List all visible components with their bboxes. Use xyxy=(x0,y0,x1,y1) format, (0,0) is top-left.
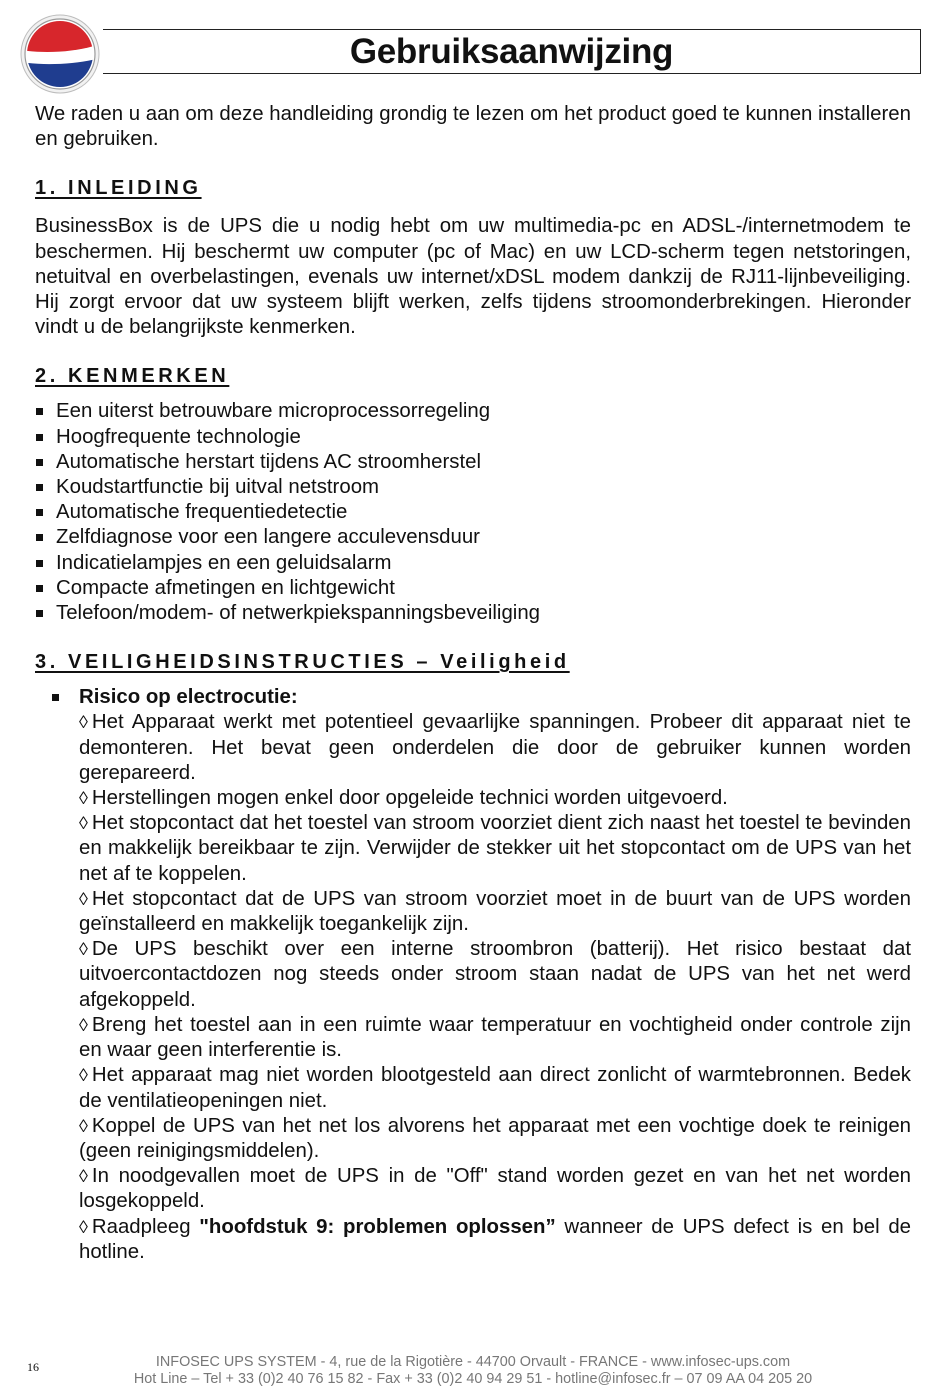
footer xyxy=(0,1354,946,1388)
list-item: ◊ Het stopcontact dat de UPS van stroom voorziet moet in de buurt van de UPS worden geïnstalleerd en makkelijk toegankelijk zijn. xyxy=(79,887,911,936)
list-item: Compacte afmetingen en lichtgewicht xyxy=(35,576,911,601)
risk-title: Risico op electrocutie: xyxy=(35,685,911,710)
list-item: ◊ Koppel de UPS van het net los alvorens het apparaat met een vochtige doek te reinigen (geen reinigingsmiddelen). xyxy=(79,1114,911,1162)
list-item: ◊ Raadpleeg "hoofdstuk 9: problemen oplossen” wanneer de UPS defect is en bel de hotline. xyxy=(79,1215,911,1263)
document-body xyxy=(35,102,911,1265)
diamond-bullet-icon: ◊ xyxy=(79,1216,88,1237)
diamond-bullet-icon: ◊ xyxy=(79,1065,88,1086)
diamond-bullet-icon: ◊ xyxy=(79,1014,88,1035)
list-item: Hoogfrequente technologie xyxy=(35,425,911,450)
title-box xyxy=(103,29,921,74)
page-number: 16 xyxy=(27,1360,39,1374)
list-item: Zelfdiagnose voor een langere acculevensduur xyxy=(35,525,911,550)
page-title: Gebruiksaanwijzing xyxy=(349,32,674,71)
diamond-bullet-icon: ◊ xyxy=(79,788,88,809)
list-item: ◊ Herstellingen mogen enkel door opgeleide technici worden uitgevoerd. xyxy=(79,787,728,810)
intro-paragraph: We raden u aan om deze handleiding grondig te lezen om het product goed te kunnen installeren en gebruiken. xyxy=(35,103,911,151)
footer-address: INFOSEC UPS SYSTEM - 4, rue de la Rigotière - 44700 Orvault - FRANCE - www.infosec-ups.com xyxy=(155,1354,791,1370)
diamond-bullet-icon: ◊ xyxy=(79,1166,88,1187)
diamond-bullet-icon: ◊ xyxy=(79,939,88,960)
safety-instructions xyxy=(79,710,911,1264)
list-item: Een uiterst betrouwbare microprocessorregeling xyxy=(35,399,911,424)
diamond-bullet-icon: ◊ xyxy=(79,888,88,909)
features-list xyxy=(35,399,911,626)
diamond-bullet-icon: ◊ xyxy=(79,813,88,834)
list-item: ◊ De UPS beschikt over een interne stroombron (batterij). Het risico bestaat dat uitvoercontactdozen nog steeds onder stroom staan nadat de UPS van het net werd afgekoppeld. xyxy=(79,938,911,1011)
diamond-bullet-icon: ◊ xyxy=(79,1115,88,1136)
list-item: Automatische herstart tijdens AC stroomherstel xyxy=(35,450,911,475)
section-heading-veiligheid: 3. VEILIGHEIDSINSTRUCTIES – Veiligheid xyxy=(35,651,570,674)
list-item: ◊ Breng het toestel aan in een ruimte waar temperatuur en vochtigheid onder controle zijn en waar geen interferentie is. xyxy=(79,1013,911,1062)
section-heading-inleiding: 1. INLEIDING xyxy=(35,177,202,200)
list-item: ◊ In noodgevallen moet de UPS in de "Off" stand worden gezet en van het net worden losgekoppeld. xyxy=(79,1165,911,1213)
list-item: ◊ Het Apparaat werkt met potentieel gevaarlijke spanningen. Probeer dit apparaat niet te demonteren. Het bevat geen onderdelen die door de gebruiker kunnen worden gerepareerd. xyxy=(79,711,911,784)
list-item: Koudstartfunctie bij uitval netstroom xyxy=(35,475,911,500)
list-item: Automatische frequentiedetectie xyxy=(35,500,911,525)
diamond-bullet-icon: ◊ xyxy=(79,712,88,733)
brand-logo xyxy=(20,14,100,94)
chapter-reference: "hoofdstuk 9: problemen oplossen” xyxy=(199,1215,556,1238)
list-item: ◊ Het apparaat mag niet worden blootgesteld aan direct zonlicht of warmtebronnen. Bedek de ventilatieopeningen niet. xyxy=(79,1064,911,1112)
list-item: ◊ Het stopcontact dat het toestel van stroom voorziet dient zich naast het toestel te bevinden en makkelijk bereikbaar te zijn. Verwijder de stekker uit het stopcontact om de UPS van het net af te koppelen. xyxy=(79,812,911,885)
list-item: Telefoon/modem- of netwerkpiekspanningsbeveiliging xyxy=(35,601,911,626)
footer-contact: Hot Line – Tel + 33 (0)2 40 76 15 82 - Fax + 33 (0)2 40 94 29 51 - hotline@infosec.fr – 07 09 AA 04 205 20 xyxy=(133,1371,813,1387)
section-heading-kenmerken: 2. KENMERKEN xyxy=(35,365,230,388)
list-item: Indicatielampjes en een geluidsalarm xyxy=(35,551,911,576)
inleiding-paragraph: BusinessBox is de UPS die u nodig hebt om uw multimedia-pc en ADSL-/internetmodem te beschermen. Hij beschermt uw computer (pc of Mac) en uw LCD-scherm tegen netstoringen, netuitval en overbelastingen, evenals uw internet/xDSL modem dankzij de RJ11-lijnbeveiliging. Hij zorgt ervoor dat uw systeem blijft werken, zelfs tijdens stroomonderbrekingen. Hieronder vindt u de belangrijkste kenmerken. xyxy=(35,215,911,339)
